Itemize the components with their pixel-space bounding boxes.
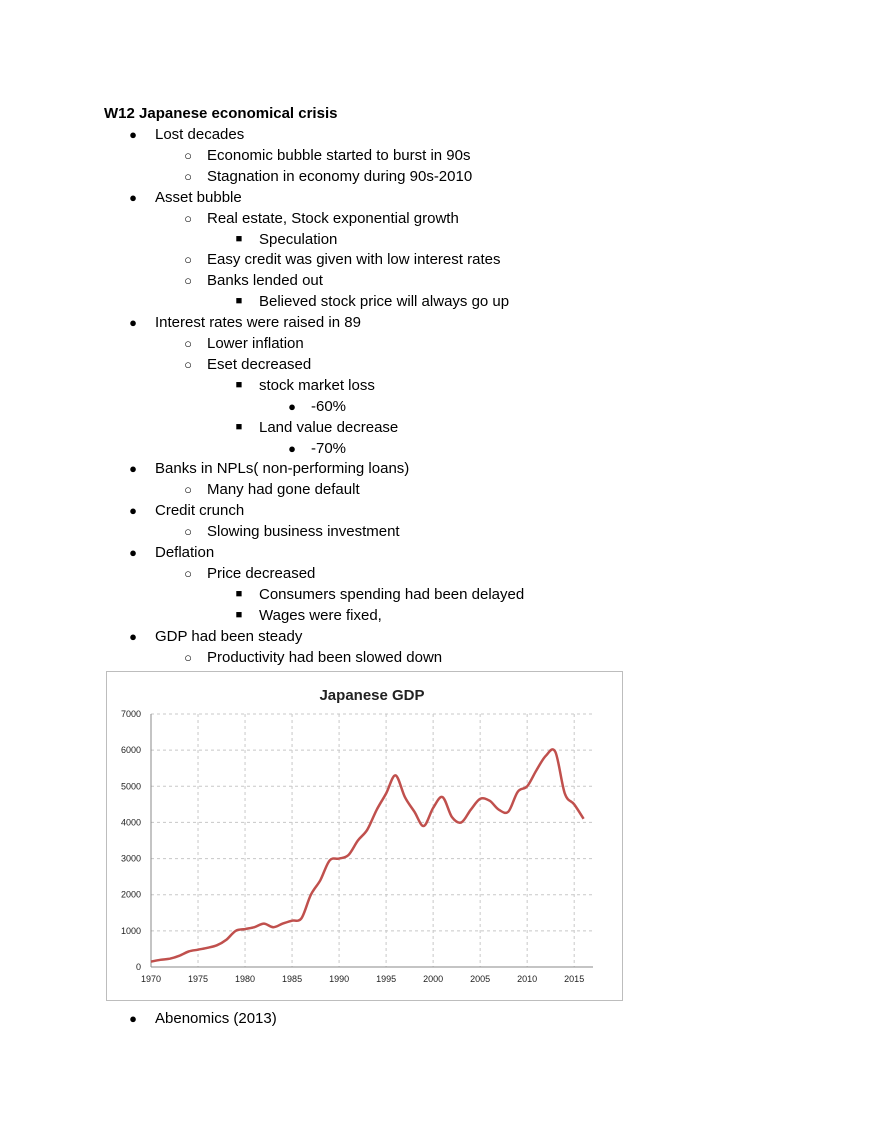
list-item: [184, 647, 443, 668]
x-tick-label: 2005: [470, 974, 491, 984]
list-item-text: Wages were fixed,: [259, 606, 382, 624]
list-item: [184, 563, 316, 584]
y-tick-label: 5000: [120, 781, 141, 792]
y-tick-label: 2000: [120, 889, 141, 900]
bullet-icon: ●: [129, 127, 137, 142]
list-item-text: -70%: [311, 439, 347, 457]
x-tick-label: 1975: [188, 974, 209, 984]
list-item: [129, 500, 245, 521]
x-tick-label: 1970: [140, 974, 162, 984]
y-tick-label: 7000: [120, 709, 141, 719]
list-item-text: Eset decreased: [207, 355, 312, 373]
x-tick-label: 1990: [329, 974, 350, 984]
list-item-text: stock market loss: [259, 376, 375, 394]
gdp-chart-svg: [107, 672, 624, 1002]
list-item: [129, 458, 410, 479]
list-item-text: Land value decrease: [259, 418, 399, 436]
bullet-icon: ○: [184, 168, 192, 184]
list-item: [184, 208, 459, 229]
bullet-icon: ○: [184, 356, 192, 372]
bullet-icon: ●: [129, 503, 137, 519]
list-item: [288, 396, 347, 417]
bullet-icon: ○: [184, 147, 192, 163]
bullet-icon: ●: [288, 398, 296, 414]
x-tick-label: 1995: [376, 974, 397, 984]
list-item-text: Abenomics (2013): [155, 1010, 277, 1027]
list-item: [129, 542, 215, 563]
list-item-text: Slowing business investment: [207, 523, 400, 541]
bullet-icon: ■: [235, 420, 243, 433]
list-item-text: Interest rates were raised in 89: [155, 314, 361, 332]
list-item: [235, 375, 375, 396]
list-item: [184, 270, 323, 291]
y-tick-label: 3000: [120, 853, 141, 864]
list-item-text: Lost decades: [155, 126, 245, 143]
list-item: [129, 312, 361, 333]
list-item: [184, 479, 360, 500]
list-item-text: Consumers spending had been delayed: [259, 585, 525, 603]
list-item-text: Many had gone default: [207, 481, 360, 499]
x-tick-label: 1980: [235, 974, 256, 984]
bullet-icon: ●: [129, 461, 137, 477]
bullet-icon: ●: [288, 440, 296, 456]
bullet-icon: ○: [184, 210, 192, 226]
list-item: [184, 354, 312, 375]
gdp-series-line: [151, 749, 584, 961]
x-tick-label: 1985: [282, 974, 303, 984]
bullet-icon: ■: [235, 232, 243, 245]
list-item-text: Stagnation in economy during 90s-2010: [207, 167, 473, 185]
list-item-text: Deflation: [155, 544, 215, 561]
list-item: [235, 417, 399, 438]
bullet-icon: ○: [184, 482, 192, 498]
y-tick-label: 6000: [120, 745, 141, 756]
bullet-icon: ●: [129, 1011, 137, 1026]
list-item: [184, 145, 471, 166]
list-item: [184, 249, 501, 270]
bullet-icon: ○: [184, 252, 192, 268]
y-tick-label: 4000: [120, 817, 141, 828]
list-item-text: Credit crunch: [155, 502, 245, 520]
list-item-text: Productivity had been slowed down: [207, 648, 443, 666]
list-item: [288, 438, 347, 459]
list-item-text: Easy credit was given with low interest rates: [207, 251, 501, 269]
bullet-icon: ○: [184, 649, 192, 665]
list-item-text: -60%: [311, 397, 347, 415]
document-title: W12 Japanese economical crisis: [104, 105, 338, 122]
bullet-icon: ○: [184, 336, 192, 351]
y-tick-label: 0: [135, 962, 141, 972]
list-item-text: Believed stock price will always go up: [259, 293, 510, 311]
x-tick-label: 2015: [564, 974, 585, 984]
list-item-text: Banks in NPLs( non-performing loans): [155, 460, 410, 478]
bullet-icon: ○: [184, 273, 192, 289]
list-item-text: Speculation: [259, 230, 338, 248]
bullet-icon: ●: [129, 189, 137, 205]
list-item: [129, 124, 245, 145]
bullet-icon: ●: [129, 628, 137, 644]
list-item-text: Banks lended out: [207, 272, 323, 290]
x-tick-label: 2010: [517, 974, 538, 984]
bullet-icon: ■: [235, 295, 243, 308]
list-item-text: Economic bubble started to burst in 90s: [207, 146, 471, 164]
list-item: [129, 626, 303, 647]
bullet-icon: ■: [235, 608, 243, 621]
y-tick-label: 1000: [120, 925, 141, 936]
bullet-icon: ○: [184, 524, 192, 540]
list-item: [129, 187, 242, 208]
list-item-text: Price decreased: [207, 564, 316, 582]
bullet-icon: ●: [129, 315, 137, 331]
bullet-icon: ○: [184, 565, 192, 581]
bullet-icon: ■: [235, 587, 243, 600]
list-item: [235, 605, 382, 626]
list-item-text: Real estate, Stock exponential growth: [207, 209, 459, 227]
list-item: [129, 1008, 277, 1029]
chart-title: Japanese GDP: [319, 687, 425, 704]
list-item-text: GDP had been steady: [155, 627, 303, 645]
list-item: [184, 166, 473, 187]
list-item: [235, 229, 338, 250]
x-tick-label: 2000: [423, 974, 444, 984]
bullet-icon: ●: [129, 545, 137, 560]
bullet-icon: ■: [235, 378, 243, 391]
list-item: [235, 291, 510, 312]
list-item-text: Lower inflation: [207, 335, 304, 352]
list-item: [235, 584, 525, 605]
list-item: [184, 333, 304, 354]
list-item-text: Asset bubble: [155, 188, 242, 206]
gdp-chart: [106, 671, 623, 1001]
list-item: [184, 521, 400, 542]
